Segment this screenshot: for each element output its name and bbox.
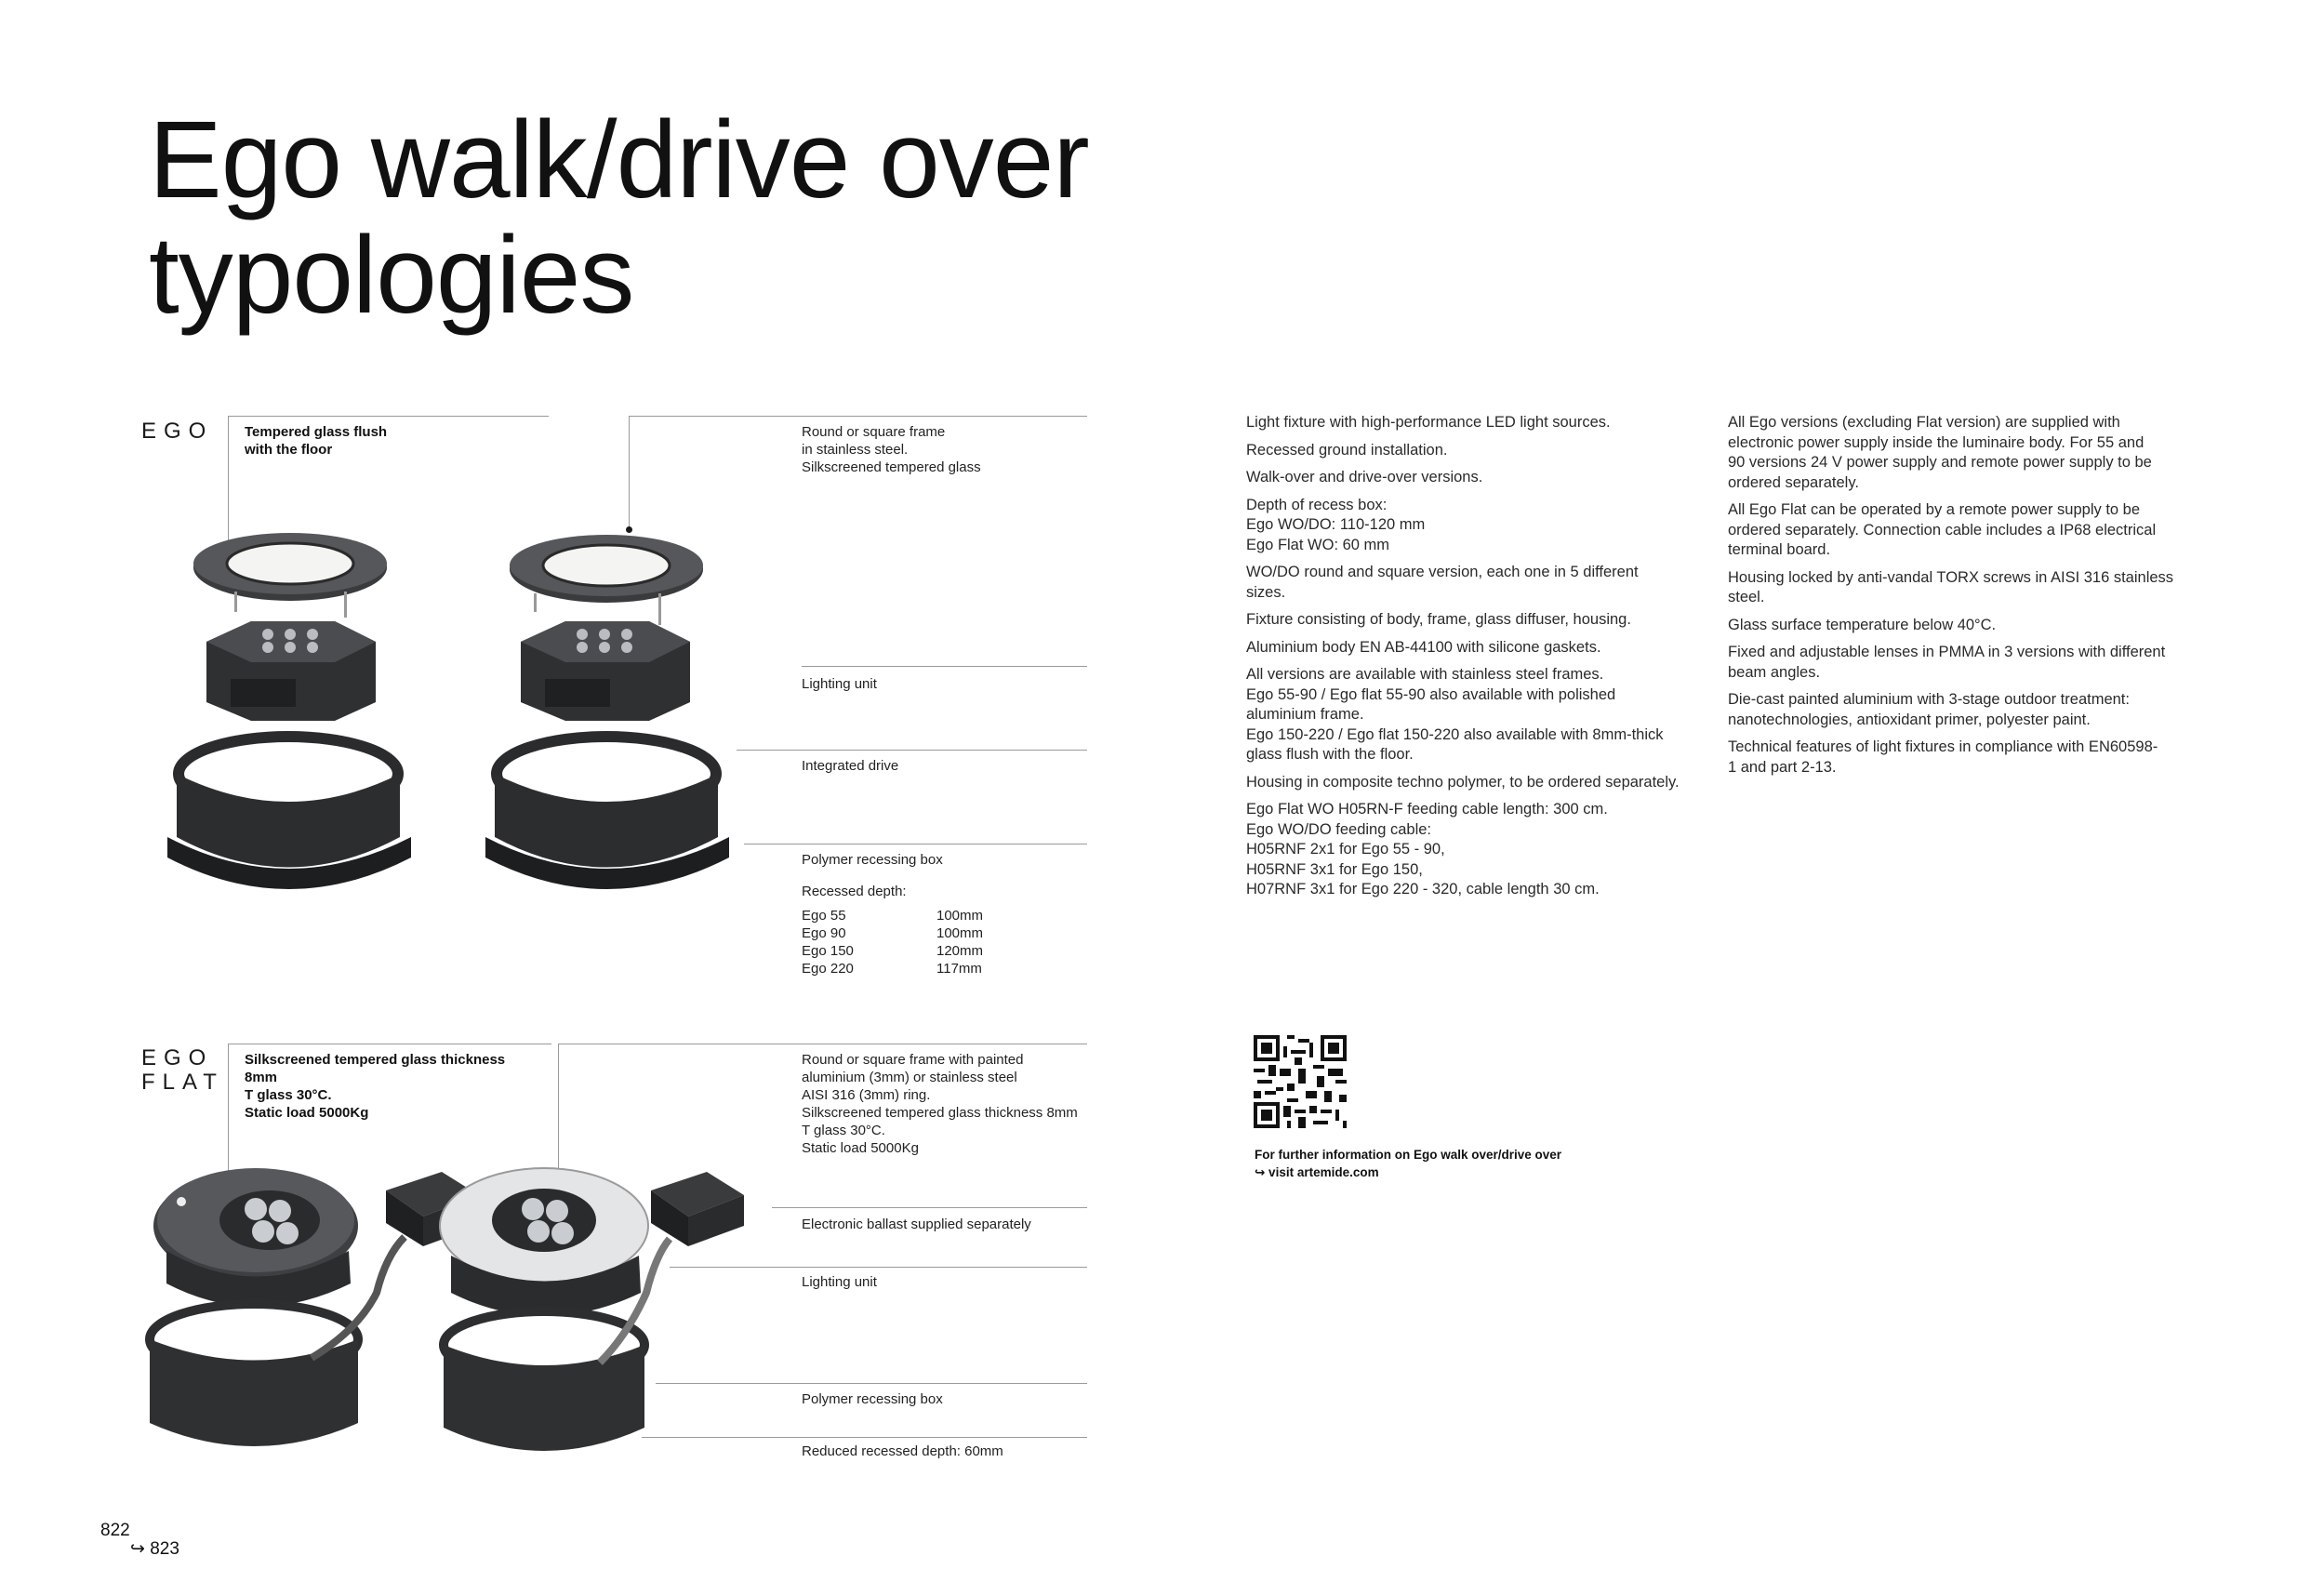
leader-line-ballast: [772, 1207, 1087, 1208]
callout-ego-glass: Tempered glass flush with the floor: [245, 424, 388, 458]
table-row: Ego 220 117mm: [802, 961, 982, 977]
section-label-ego: EGO: [141, 419, 214, 444]
page-title-line-1: Ego walk/drive over: [149, 99, 1089, 221]
ego-square-frame-unit: [167, 533, 411, 889]
leader-line-glass-vertical: [228, 416, 229, 549]
description-paragraph: Technical features of light fixtures in compliance with EN60598- 1 and part 2-13.: [1728, 738, 2158, 776]
callout-flat-recessing-box: Polymer recessing box: [802, 1391, 943, 1407]
callout-flat-frame: Round or square frame with painted aluminium (3mm) or stainless steel AISI 316 (3mm) ring. Silkscreened tempered glass thickness 8mm T glass 30°C. Static load 5000Kg: [802, 1052, 1078, 1156]
callout-flat-glass: Silkscreened tempered glass thickness 8mm T glass 30°C. Static load 5000Kg: [245, 1052, 506, 1121]
qr-code-icon[interactable]: [1254, 1035, 1347, 1128]
leader-line-frame-vertical: [629, 416, 630, 529]
leader-line-lighting-unit: [802, 666, 1087, 667]
ego-exploded-illustration: [149, 530, 763, 939]
description-paragraph: Walk-over and drive-over versions.: [1246, 469, 1483, 485]
page-title: [149, 99, 1265, 337]
page-title-line-2: typologies: [149, 214, 634, 337]
description-paragraph: Fixed and adjustable lenses in PMMA in 3 versions with different beam angles.: [1728, 644, 2166, 681]
table-row: Ego 90 100mm: [802, 925, 984, 941]
ego-flat-exploded-illustration: [144, 1153, 795, 1469]
ego-round-frame-unit: [485, 535, 729, 889]
description-paragraph: Depth of recess box: Ego WO/DO: 110-120 mm Ego Flat WO: 60 mm: [1246, 496, 1426, 553]
description-paragraph: Glass surface temperature below 40°C.: [1728, 616, 1997, 633]
description-column-1: [1246, 413, 1711, 908]
ego-flat-white-unit: [440, 1168, 744, 1451]
further-info: [1255, 1146, 1561, 1181]
table-row: Ego 55 100mm: [802, 908, 984, 924]
callout-ego-frame: Round or square frame in stainless steel. Silkscreened tempered glass: [802, 424, 981, 475]
callout-ego-lighting-unit: Lighting unit: [802, 676, 877, 692]
leader-line-integrated-drive: [737, 750, 1087, 751]
callout-reduced-depth: Reduced recessed depth: 60mm: [802, 1443, 1003, 1459]
callout-ego-integrated-drive: Integrated drive: [802, 758, 899, 774]
callout-ballast: Electronic ballast supplied separately: [802, 1217, 1031, 1232]
ego-flat-dark-unit: [150, 1168, 479, 1446]
section-label-ego-flat: EGO FLAT: [141, 1045, 224, 1095]
leader-line-frame: [629, 416, 1087, 417]
description-paragraph: Die-cast painted aluminium with 3-stage outdoor treatment: nanotechnologies, antioxidant primer, polyester paint.: [1728, 691, 2130, 728]
table-row: Ego 150 120mm: [802, 943, 984, 959]
page-number-right[interactable]: ↪ 823: [130, 1539, 179, 1559]
recessed-depth-label: Recessed depth:: [802, 884, 907, 899]
recessed-depth-table: [802, 907, 983, 977]
description-paragraph: Housing locked by anti-vandal TORX screws in AISI 316 stainless steel.: [1728, 568, 2174, 605]
description-paragraph: All versions are available with stainless steel frames. Ego 55-90 / Ego flat 55-90 also available with polished aluminium frame. Ego 150-220 / Ego flat 150-220 also available with 8mm-thick glass flush with the floor.: [1246, 666, 1664, 763]
callout-ego-recessing-box: Polymer recessing box: [802, 852, 943, 868]
callout-flat-lighting-unit: Lighting unit: [802, 1274, 877, 1290]
further-info-text: For further information on Ego walk over/drive over: [1255, 1148, 1562, 1162]
leader-line-glass: [228, 416, 549, 417]
description-paragraph: WO/DO round and square version, each one in 5 different sizes.: [1246, 564, 1639, 601]
description-paragraph: All Ego versions (excluding Flat version) are supplied with electronic power supply inside the luminaire body. For 55 and 90 versions 24 V power supply and remote power supply to be ordered separately.: [1728, 414, 2152, 491]
description-paragraph: Housing in composite techno polymer, to be ordered separately.: [1246, 773, 1680, 791]
visit-website-link[interactable]: ↪ visit artemide.com: [1255, 1165, 1379, 1179]
description-paragraph: Recessed ground installation.: [1246, 441, 1448, 459]
page-number-left: 822: [100, 1521, 130, 1540]
description-paragraph: Ego Flat WO H05RN-F feeding cable length: 300 cm. Ego WO/DO feeding cable: H05RNF 2x1 for Ego 55 - 90, H05RNF 3x1 for Ego 150, H07RNF 3x1 for Ego 220 - 320, cable length 30 cm.: [1246, 801, 1608, 898]
description-paragraph: All Ego Flat can be operated by a remote power supply to be ordered separately. Connection cable includes a IP68 electrical terminal board.: [1728, 501, 2157, 558]
description-paragraph: Fixture consisting of body, frame, glass diffuser, housing.: [1246, 611, 1631, 628]
description-paragraph: Light fixture with high-performance LED light sources.: [1246, 414, 1611, 431]
description-paragraph: Aluminium body EN AB-44100 with silicone gaskets.: [1246, 638, 1601, 656]
description-column-2: [1728, 413, 2211, 785]
